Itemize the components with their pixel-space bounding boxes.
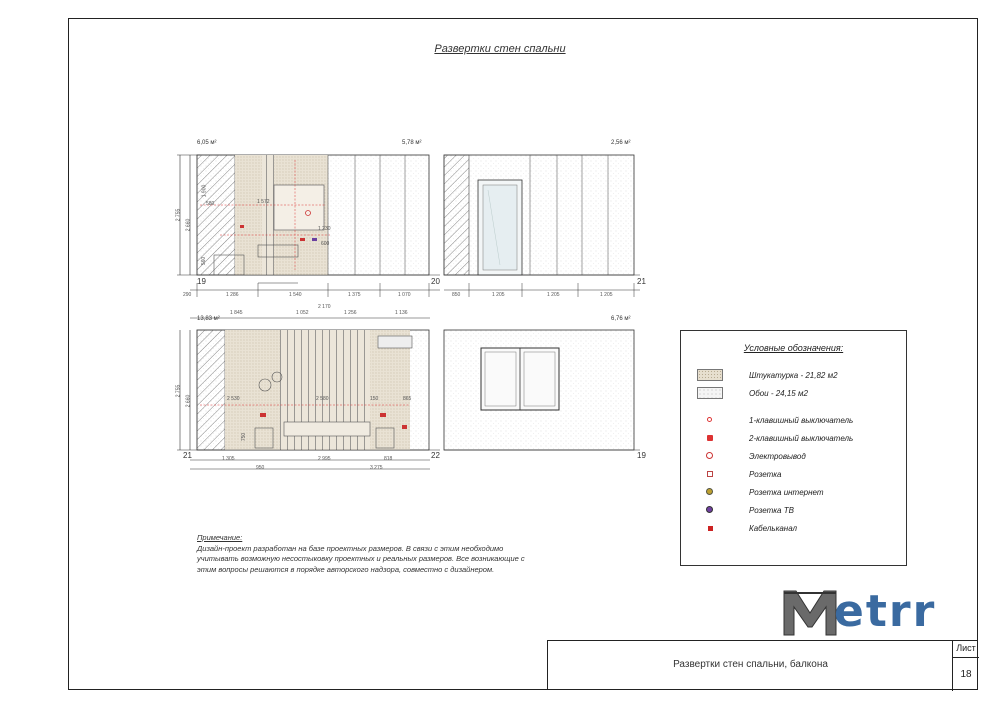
legend-item-cable-channel xyxy=(681,522,906,536)
dimension-label: 1 286 xyxy=(226,292,239,298)
sheet-label: Лист xyxy=(956,643,976,653)
dimension-label: 2 660 xyxy=(185,394,192,408)
dimension-label: 580 xyxy=(206,201,215,207)
dimension-label: 1 052 xyxy=(296,310,309,316)
legend-item-switch-1 xyxy=(681,414,906,428)
plaster-swatch xyxy=(697,369,723,381)
legend-item-socket xyxy=(681,468,906,482)
note-title: Примечание: xyxy=(197,533,243,542)
legend-title: Условные обозначения: xyxy=(743,343,844,353)
dimension-label: 3 275 xyxy=(370,465,383,471)
dimension-label: 2 755 xyxy=(175,208,182,222)
axis-label: 21 xyxy=(183,451,192,460)
dimension-label: 2 530 xyxy=(227,396,240,402)
dimension-label: 2 660 xyxy=(185,218,192,232)
dimension-label: 1 540 xyxy=(289,292,302,298)
power-outlet-icon xyxy=(706,452,713,459)
internet-socket-icon xyxy=(706,488,713,495)
legend-item-label: 2-клавишный выключатель xyxy=(749,434,854,443)
dimension-label: 1 205 xyxy=(600,292,613,298)
dimension-label: 1 572 xyxy=(257,199,270,205)
elevation-top-right xyxy=(444,155,640,297)
legend-item-label: Кабельканал xyxy=(749,524,798,533)
dimension-label: 1 136 xyxy=(395,310,408,316)
sheet-number-cell xyxy=(952,641,979,691)
dimension-label: 150 xyxy=(370,396,379,402)
axis-label: 19 xyxy=(197,277,206,286)
dimension-label: 1 205 xyxy=(547,292,560,298)
wallpaper-swatch xyxy=(697,387,723,399)
area-label-top-center: 5,78 м² xyxy=(402,140,422,146)
switch-1-icon xyxy=(707,417,712,422)
axis-label: 20 xyxy=(431,277,440,286)
dimension-label: 1 070 xyxy=(398,292,411,298)
legend-item-wallpaper xyxy=(681,387,906,401)
legend-item-label: 1-клавишный выключатель xyxy=(749,416,854,425)
dimension-label: 1 845 xyxy=(230,310,243,316)
dimension-label: 560 xyxy=(201,256,208,266)
title-block xyxy=(547,640,978,690)
sheet-title: Развертки стен спальни xyxy=(434,43,566,55)
socket-icon xyxy=(707,471,713,477)
dimension-label: 1 375 xyxy=(348,292,361,298)
company-logo xyxy=(782,585,962,640)
legend-item-switch-2 xyxy=(681,432,906,446)
elevation-bottom-left xyxy=(177,318,440,469)
legend-item-label: Розетка интернет xyxy=(749,488,824,497)
note-text: Дизайн-проект разработан на базе проектных размеров. В связи с этим необходимо учитывать возможную несостыковку проектных и реальных размеров. Все возникающие с этим вопросы решаются в порядке авторского надзора, совместно с дизайнером. xyxy=(197,543,525,574)
logo-text: etrr xyxy=(834,586,937,637)
dimension-label: 2 995 xyxy=(318,456,331,462)
title-block-name: Развертки стен спальни, балкона xyxy=(673,659,828,670)
cable-channel-icon xyxy=(708,526,713,531)
dimension-label: 750 xyxy=(241,432,248,442)
legend-item-label: Розетка xyxy=(749,470,782,479)
tv-socket-icon xyxy=(706,506,713,513)
dimension-label: 1 900 xyxy=(201,184,208,198)
elevation-bottom-right xyxy=(444,330,640,450)
legend-item-label: Розетка ТВ xyxy=(749,506,794,515)
dimension-label: 2 170 xyxy=(318,304,331,310)
area-label-bottom-right: 6,76 м² xyxy=(611,316,631,322)
dimension-label: 865 xyxy=(403,396,412,402)
dimension-label: 950 xyxy=(256,465,265,471)
dimension-label: 1 205 xyxy=(492,292,505,298)
dimension-label: 850 xyxy=(452,292,461,298)
area-label-top-left: 6,05 м² xyxy=(197,140,217,146)
legend-item-label: Обои - 24,15 м2 xyxy=(749,389,808,398)
dimension-label: 1 230 xyxy=(318,226,331,232)
legend-panel xyxy=(680,330,907,566)
legend-item-label: Электровывод xyxy=(749,452,806,461)
legend-item-plaster xyxy=(681,369,906,383)
legend-item-tv-socket xyxy=(681,504,906,518)
note-block xyxy=(197,533,527,575)
legend-item-label: Штукатурка - 21,82 м2 xyxy=(749,371,838,380)
axis-label: 21 xyxy=(637,277,646,286)
dimension-label: 1 256 xyxy=(344,310,357,316)
dimension-label: 818 xyxy=(384,456,393,462)
area-label-bottom-left: 13,83 м² xyxy=(197,316,220,322)
legend-item-internet-socket xyxy=(681,486,906,500)
dimension-label: 2 580 xyxy=(316,396,329,402)
area-label-top-right: 2,56 м² xyxy=(611,140,631,146)
dimension-label: 1 305 xyxy=(222,456,235,462)
switch-2-icon xyxy=(707,435,713,441)
dimension-label: 600 xyxy=(321,241,330,247)
axis-label: 22 xyxy=(431,451,440,460)
sheet-number: 18 xyxy=(960,669,972,680)
dimension-label: 2 755 xyxy=(175,384,182,398)
dimension-label: 290 xyxy=(183,292,192,298)
axis-label: 19 xyxy=(637,451,646,460)
elevation-top-left xyxy=(177,155,440,297)
legend-item-power-outlet xyxy=(681,450,906,464)
logo-m-mark xyxy=(782,585,838,637)
